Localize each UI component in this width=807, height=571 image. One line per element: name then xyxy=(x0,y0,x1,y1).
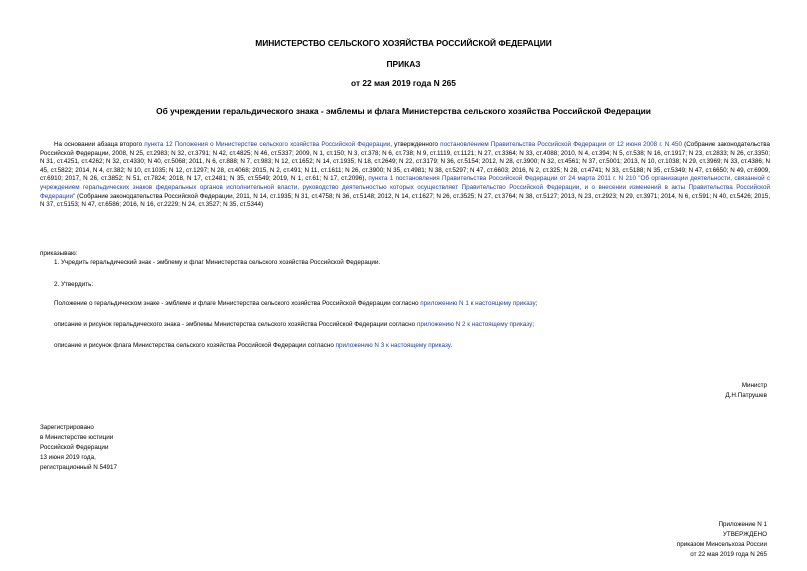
approve-item-regulation-text: Положение о геральдическом знаке - эмблеме и флаге Министерства сельского хозяйства Российской Федерации согласно xyxy=(54,300,421,307)
registration-line-2: в Министерстве юстиции xyxy=(40,434,114,441)
appendix-2-link[interactable]: приложению N 2 к настоящему приказу xyxy=(416,321,533,328)
approve-item-emblem-text: описание и рисунок геральдического знака - эмблемы Министерства сельского хозяйства Российской Федерации согласно xyxy=(54,321,417,328)
resolution-450-link[interactable]: постановлением Правительства Российской Федерации от 12 июня 2008 г. N 450 xyxy=(440,141,682,148)
punct: . xyxy=(450,342,453,349)
registration-date: 13 июня 2019 года, xyxy=(40,454,96,461)
appendix-3-link[interactable]: приложению N 3 к настоящему приказу xyxy=(335,342,451,349)
appendix-1-link[interactable]: приложению N 1 к настоящему приказу xyxy=(420,300,536,307)
preamble-text-2: , утвержденного xyxy=(390,141,441,148)
document-title: Об учреждении геральдического знака - эмблемы и флага Министерства сельского хозяйства Российской Федерации xyxy=(156,106,651,116)
order-word: приказываю: xyxy=(40,250,78,257)
appendix-order: приказом Минсельхоза России xyxy=(676,541,767,548)
item-2: 2. Утвердить: xyxy=(54,281,94,288)
preamble-paragraph xyxy=(40,141,770,210)
appendix-approved: УТВЕРЖДЕНО xyxy=(722,531,767,538)
resolution-210-link[interactable]: пункта 1 постановления Правительства Российской Федерации от 24 марта 2011 г. N 210 "Об организации деятельности, связанной с учреждением геральдических знаков федеральных органов исполнительной власти, руководство деятельностью которых осуществляет Правительство Российской Федерации, и о внесении изменений в акты Правительства Российской Федерации" xyxy=(40,175,771,200)
registration-line-3: Российской Федерации xyxy=(40,444,109,451)
appendix-label: Приложение N 1 xyxy=(718,521,767,528)
approve-item-emblem xyxy=(54,321,534,329)
date-number-heading: от 22 мая 2019 года N 265 xyxy=(351,78,456,88)
approve-item-flag-text: описание и рисунок флага Министерства сельского хозяйства Российской Федерации согласно xyxy=(54,342,336,349)
preamble-text-1: На основании абзаца второго xyxy=(54,141,145,148)
approve-item-flag xyxy=(54,342,452,350)
item-1: 1. Учредить геральдический знак - эмблему и флаг Министерства сельского хозяйства Российской Федерации. xyxy=(54,259,381,266)
doc-type-heading: ПРИКАЗ xyxy=(386,59,421,69)
punct: ; xyxy=(532,321,534,328)
signature-name: Д.Н.Патрушев xyxy=(725,392,767,399)
preamble-text-4: (Собрание законодательства Российской Федерации, 2011, N 14, ст.1935; N 31, ст.4758; N 36, ст.5148; 2012, N 14, ст.1627; N 26, ст.3525; N 27, ст.3764; N 38, ст.5127; 2013, N 23, ст.2923; N 29, ст.3971; 2014, N 6, ст.591; N 40, ст.5426; 2015, N 37, ст.5153; N 47, ст.6586; 2016, N 16, ст.2229; N 24, ст.3527; N 35, ст.5344) xyxy=(40,192,770,209)
signature-position: Министр xyxy=(741,382,767,389)
registration-number: регистрационный N 54917 xyxy=(40,464,118,471)
ministry-heading: МИНИСТЕРСТВО СЕЛЬСКОГО ХОЗЯЙСТВА РОССИЙСКОЙ ФЕДЕРАЦИИ xyxy=(255,38,552,48)
regulation-link[interactable]: пункта 12 Положения о Министерстве сельского хозяйства Российской Федерации xyxy=(144,141,391,148)
approve-item-regulation xyxy=(54,300,537,308)
appendix-date: от 22 мая 2019 года N 265 xyxy=(690,551,767,558)
registration-line-1: Зарегистрировано xyxy=(40,424,94,431)
punct: ; xyxy=(535,300,538,307)
preamble-text-3: (Собрание законодательства Российской Федерации, 2008, N 25, ст.2983; N 32, ст.3791; N 42, ст.4825; N 46, ст.5337; 2009, N 1, ст.150; N 3, ст.378; N 6, ст.738; N 9, ст.1119, ст.1121; N 27, ст.3364; N 33, ст.4088; 2010, N 4, ст.394; N 5, ст.538; N 16, ст.1917; N 23, ст.2833; N 26, ст.3350; N 31, ст.4251, ст.4262; N 32, ст.4330; N 40, ст.5068; 2011, N 6, ст.888; N 7, ст.983; N 12, ст.1652; N 14, ст.1935; N 18, ст.2649; N 22, ст.3179; N 36, ст.5154; 2012, N 28, ст.3900; N 32, ст.4561; N 37, ст.5001; 2013, N 10, ст.1038; N 29, ст.3969; N 33, ст.4386; N 45, ст.5822; 2014, N 4, ст.382; N 10, ст.1035; N 12, ст.1297; N 28, ст.4068; 2015, N 2, ст.491; N 11, ст.1611; N 26, ст.3900; N 35, ст.4981; N 38, ст.5297; N 47, ст.6603; 2016, N 2, ст.325; N 28, ст.4741; N 33, ст.5188; N 35, ст.5349; N 47, ст.6650; N 49, ст.6909, ст.6910; 2017, N 26, ст.3852; N 51, ст.7824; 2018, N 17, ст.2481; N 35, ст.5549; 2019, N 1, ст.61; N 17, ст.2096), xyxy=(40,141,770,183)
